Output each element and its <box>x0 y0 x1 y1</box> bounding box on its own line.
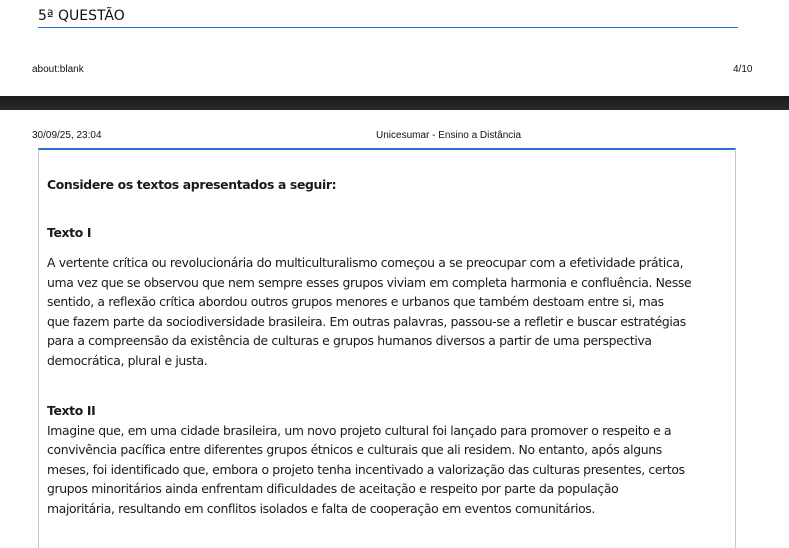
question-intro: Considere os textos apresentados a seguir: <box>47 177 337 192</box>
text-1-heading: Texto I <box>47 225 92 240</box>
text-line: para a compreensão da existência de culturas e grupos humanos diversos a partir de uma perspectiva <box>47 333 652 349</box>
text-line: Imagine que, em uma cidade brasileira, um novo projeto cultural foi lançado para promover o respeito e a <box>47 422 672 438</box>
question-box <box>38 148 736 548</box>
page-url: about:blank <box>32 64 84 75</box>
page-number: 4/10 <box>733 64 753 75</box>
text-line: convivência pacífica entre diferentes grupos étnicos e culturais que ali residem. No entanto, após alguns <box>47 442 662 458</box>
text-line: meses, foi identificado que, embora o projeto tenha incentivado a valorização das culturas presentes, certos <box>47 461 685 477</box>
print-datetime: 30/09/25, 23:04 <box>32 130 102 141</box>
text-line: A vertente crítica ou revolucionária do multiculturalismo começou a se preocupar com a efetividade prática, <box>47 255 684 270</box>
site-title: Unicesumar - Ensino a Distância <box>376 130 522 141</box>
text-1-body <box>47 253 727 371</box>
question-title: 5ª QUESTÃO <box>38 7 738 28</box>
text-line: majoritária, resultando em conflitos isolados e falta de cooperação em eventos comunitários. <box>47 500 596 516</box>
page-separator <box>0 96 789 110</box>
text-line: grupos minoritários ainda enfrentam dificuldades de aceitação e respeito por parte da população <box>47 481 619 497</box>
text-line: democrática, plural e justa. <box>47 352 208 368</box>
text-2-body <box>47 421 727 519</box>
text-2-heading: Texto II <box>47 402 96 418</box>
question-content <box>47 176 727 519</box>
text-line: uma vez que se observou que nem sempre esses grupos viviam em completa harmonia e confluência. Nesse <box>47 274 692 290</box>
text-line: que fazem parte da sociodiversidade brasileira. Em outras palavras, passou-se a refletir e buscar estratégias <box>47 313 686 329</box>
text-line: sentido, a reflexão crítica abordou outros grupos menores e urbanos que também destoam entre si, mas <box>47 294 664 310</box>
